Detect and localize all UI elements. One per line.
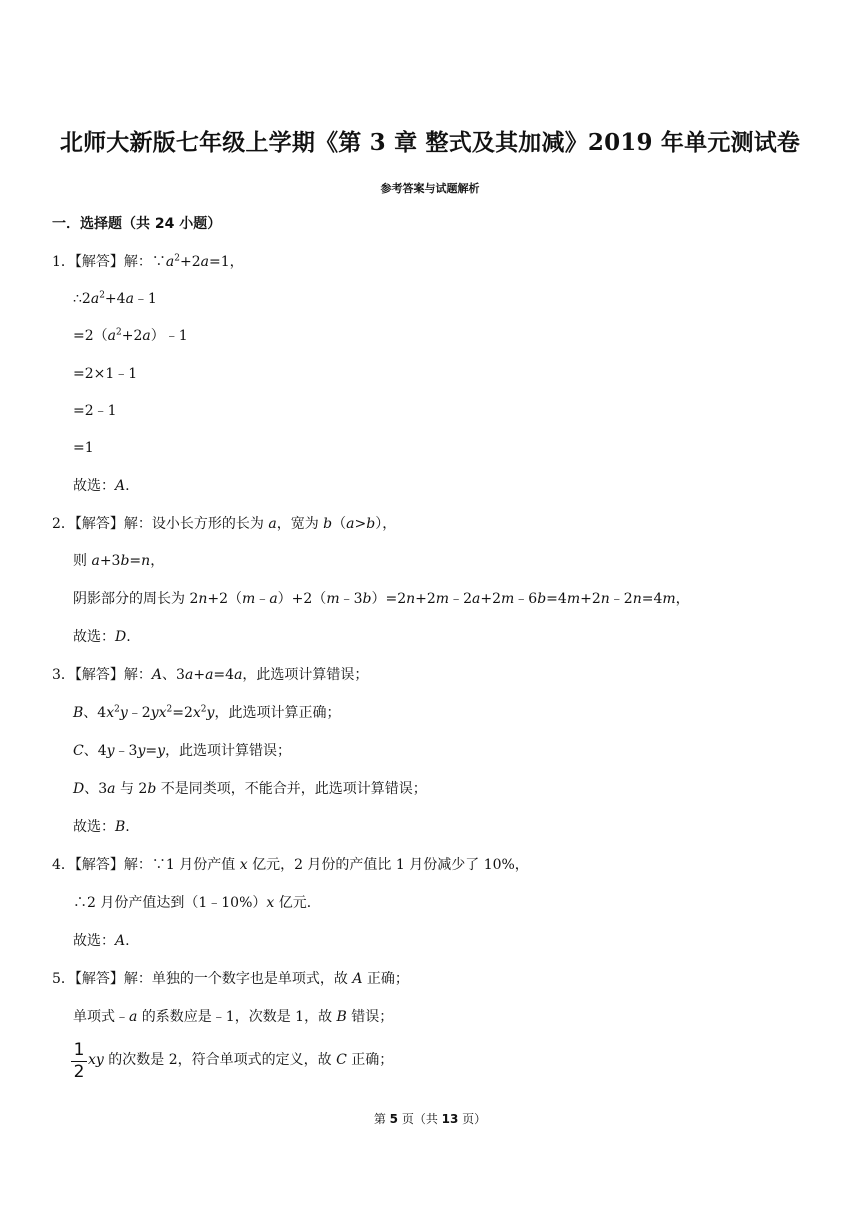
subtitle: 参考答案与试题解析 (380, 182, 480, 195)
q1-label: 1．【解答】解：∵ (52, 254, 166, 270)
q1-line-3: $=2(a^2+2a)﹣1$ (73, 327, 188, 344)
page-number: 5 (389, 1112, 398, 1126)
q5-line-2: 单项式﹣a 的系数应是﹣1，次数是 1，故 B 错误； (73, 1009, 394, 1025)
q5-line-3: xy 的次数是 2，符合单项式的定义，故 C 正确； (88, 1052, 394, 1068)
q2-line-3: 阴影部分的周长为 2n+2（m﹣a）+2（m﹣3b）=2n+2m﹣2a+2m﹣6b=4m+2n﹣2n=4m， (73, 591, 690, 607)
q2-line-1: 2．【解答】解：设小长方形的长为 a，宽为 b（a>b）， (52, 516, 397, 532)
q5-label: 5．【解答】解：单独的一个数字也是单项式，故 (52, 971, 353, 987)
page-total: 13 (441, 1112, 459, 1126)
q1-line-5: =2﹣1 (73, 403, 117, 419)
section-heading: 一．选择题（共 24 小题） (52, 216, 222, 232)
q1-line-4: =2×1﹣1 (73, 366, 138, 382)
q4-label: 4．【解答】解：∵1 月份产值 (52, 857, 240, 873)
q2-label: 2．【解答】解：设小长方形的长为 (52, 516, 269, 532)
q3-line-3: C、4y﹣3y=y，此选项计算错误； (73, 743, 292, 759)
q3-label: 3．【解答】解： (52, 667, 152, 683)
fraction-one-half: 1 2 (71, 1041, 87, 1082)
q2-answer: 故选：D. (73, 629, 131, 645)
q3-line-2: B、$4x^2y﹣2yx^2=2x^2y$，此选项计算正确； (73, 704, 341, 721)
q1-answer: 故选：A. (73, 478, 130, 494)
page-title: 北师大新版七年级上学期《第 3 章 整式及其加减》2019 年单元测试卷 (59, 129, 801, 156)
q4-line-2: ∴2 月份产值达到（1﹣10%）x 亿元． (73, 895, 321, 911)
page-footer: 第 5 页（共 13 页） (373, 1112, 487, 1126)
q2-line-2: 则 a+3b=n， (73, 553, 165, 569)
q3-line-4: D、3a 与 2b 不是同类项，不能合并，此选项计算错误； (73, 781, 427, 797)
q1-line-6: =1 (73, 440, 94, 456)
q3-line-1: 3．【解答】解：A、3a+a=4a，此选项计算错误； (52, 667, 369, 683)
q1-line-1: 1．【解答】解：$\because a^2+2a=1$， (52, 253, 244, 270)
q4-line-1: 4．【解答】解：∵1 月份产值 x 亿元，2 月份的产值比 1 月份减少了 10%， (52, 857, 529, 873)
q5-line-1: 5．【解答】解：单独的一个数字也是单项式，故 A 正确； (52, 971, 409, 987)
q4-answer: 故选：A. (73, 933, 130, 949)
q3-answer: 故选：B. (73, 819, 130, 835)
q1-line-2: $\therefore 2a^2+4a﹣1$ (73, 290, 157, 307)
